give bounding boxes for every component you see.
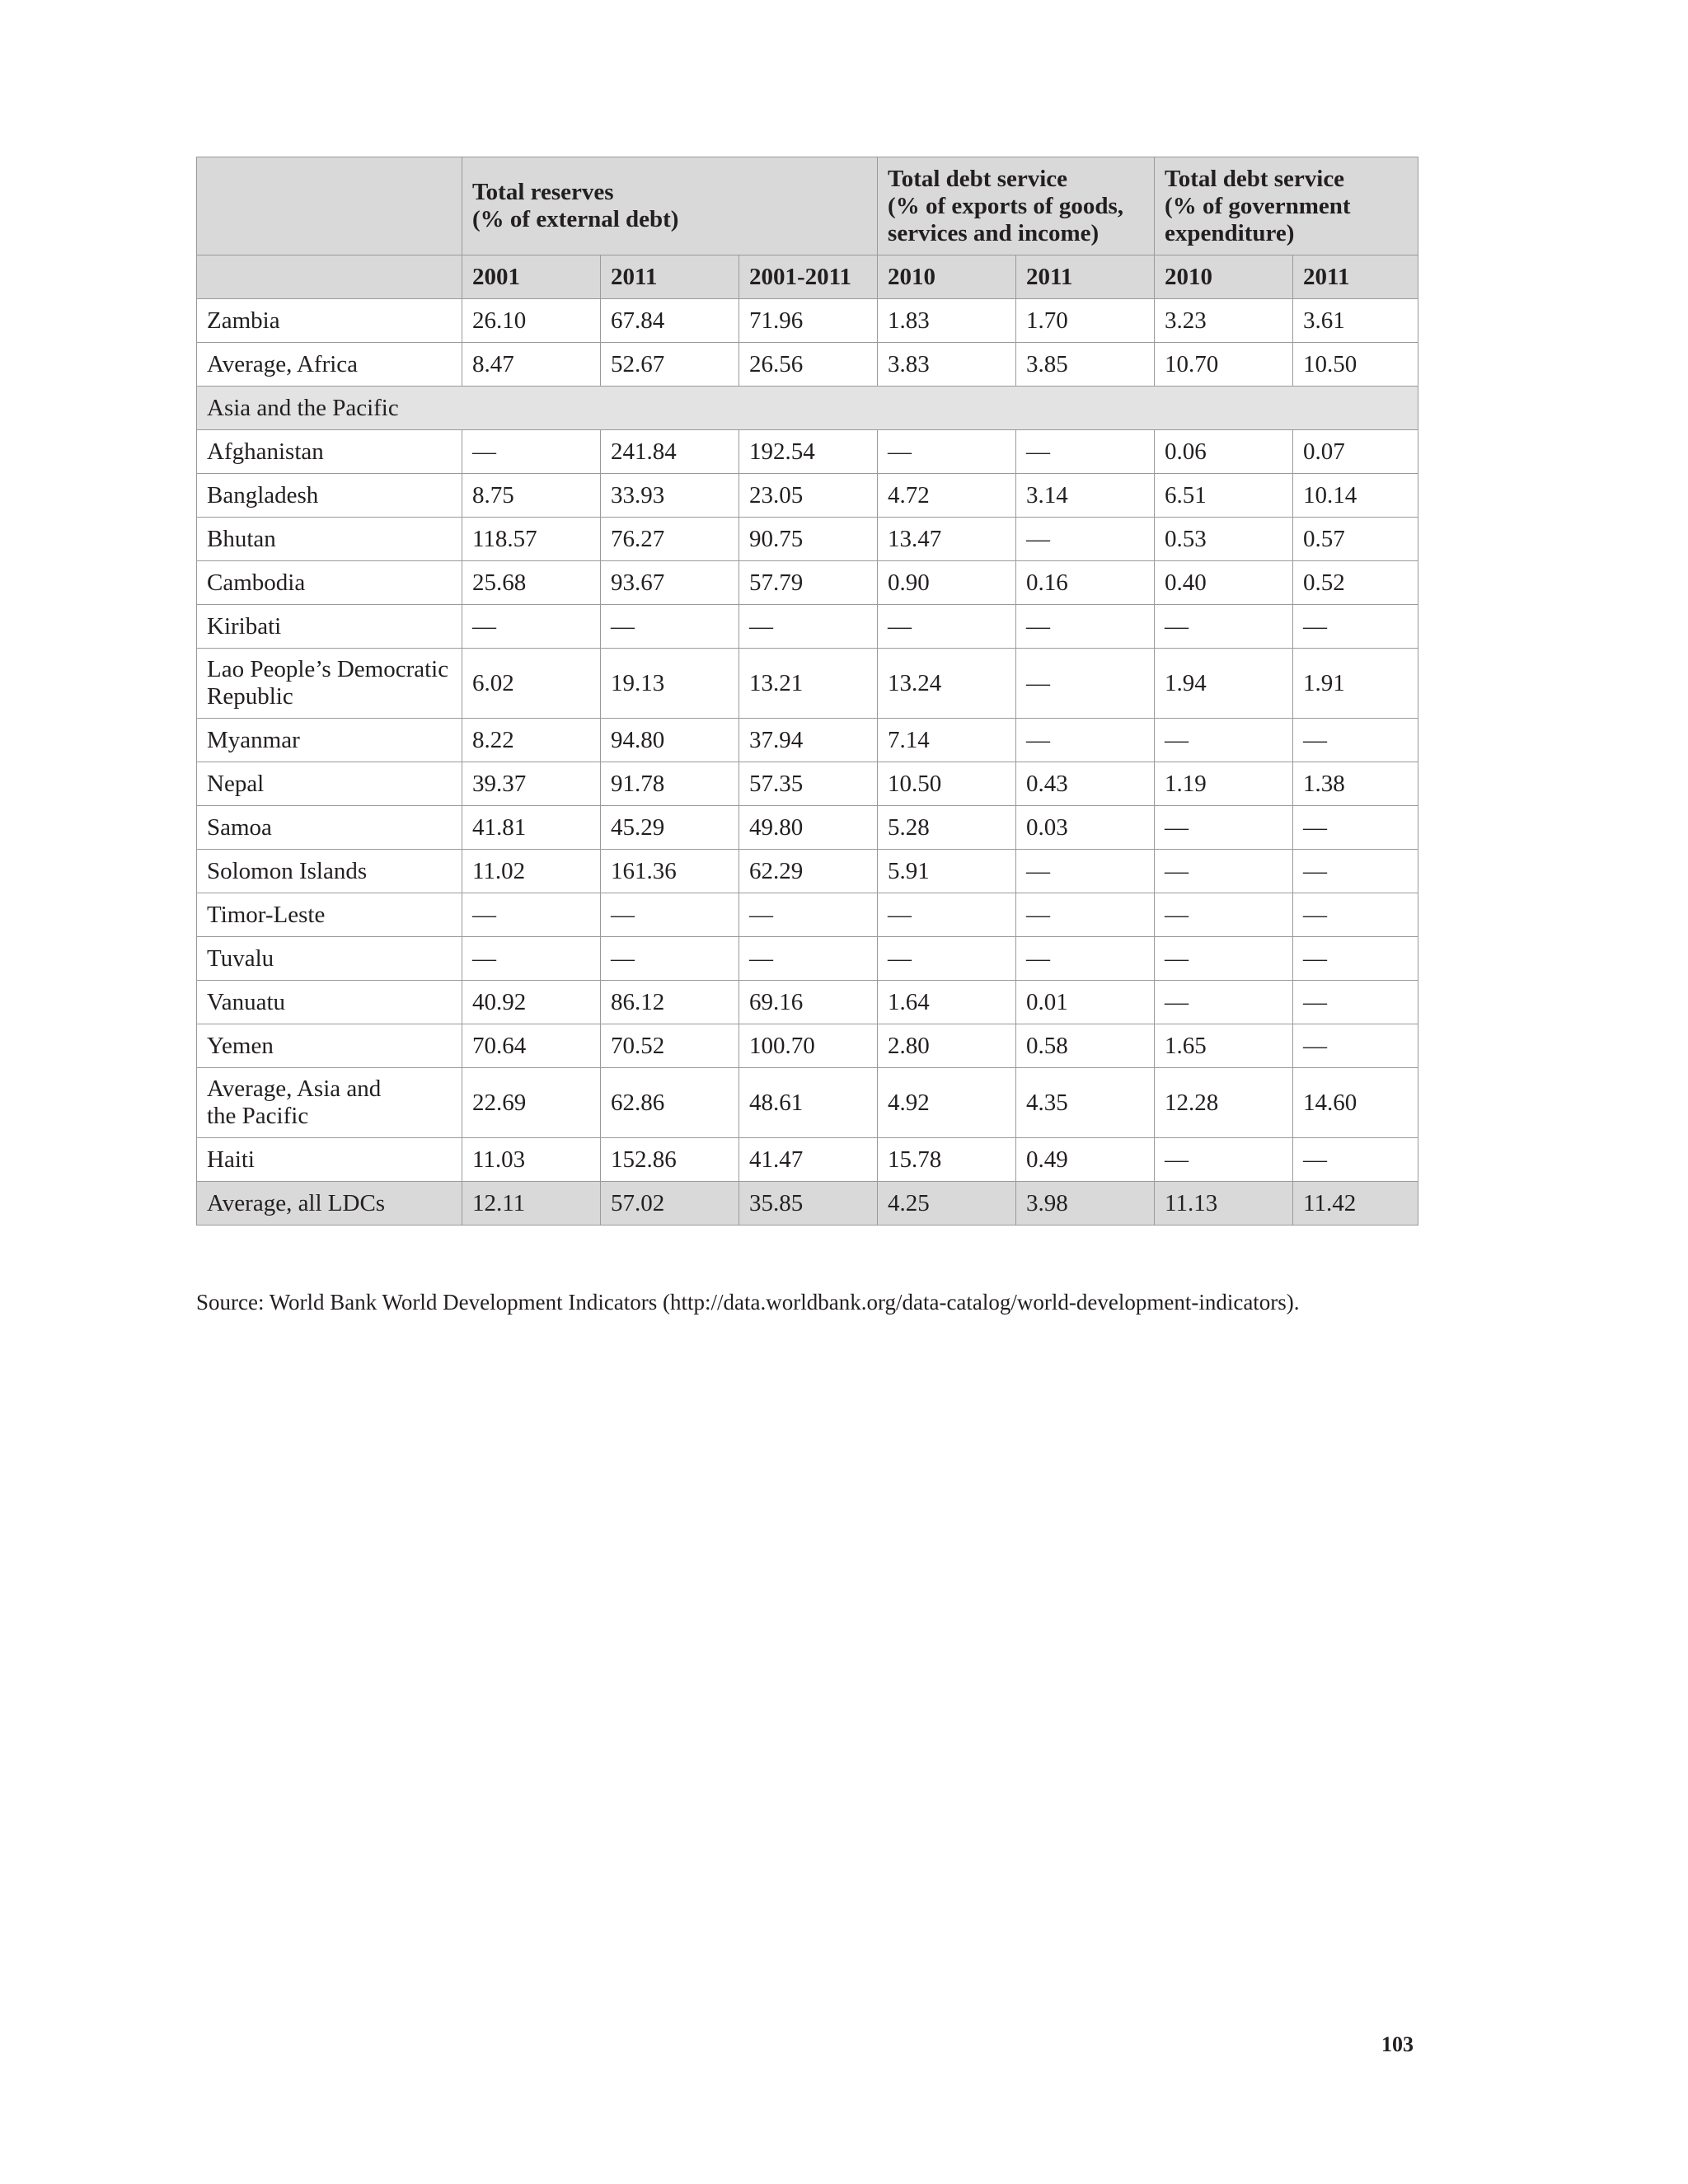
country-name: Haiti (197, 1138, 462, 1182)
table-row (197, 850, 1418, 893)
data-cell: 11.13 (1155, 1182, 1293, 1226)
data-cell: 8.22 (462, 719, 601, 762)
data-cell: — (1016, 605, 1155, 649)
country-name: Nepal (197, 762, 462, 806)
data-cell: 0.57 (1293, 518, 1418, 561)
table-row (197, 806, 1418, 850)
data-cell: 4.72 (878, 474, 1016, 518)
data-cell: 241.84 (601, 430, 739, 474)
data-cell: 26.56 (739, 343, 878, 387)
data-cell: 12.11 (462, 1182, 601, 1226)
data-cell: 1.19 (1155, 762, 1293, 806)
data-cell: 6.51 (1155, 474, 1293, 518)
data-cell: — (601, 605, 739, 649)
country-name: Bhutan (197, 518, 462, 561)
data-cell: — (1293, 719, 1418, 762)
table-row (197, 893, 1418, 937)
data-cell: — (1293, 937, 1418, 981)
data-cell: 11.02 (462, 850, 601, 893)
data-cell: 71.96 (739, 299, 878, 343)
year-header: 2010 (1155, 255, 1293, 299)
data-cell: — (601, 893, 739, 937)
source-note: Source: World Bank World Development Indicators (http://data.worldbank.org/data-catalog/world-development-indicators). (196, 1290, 1300, 1315)
table-row (197, 719, 1418, 762)
data-cell: 11.03 (462, 1138, 601, 1182)
data-cell: 26.10 (462, 299, 601, 343)
section-title: Asia and the Pacific (197, 387, 1418, 430)
table-row (197, 981, 1418, 1024)
data-cell: — (1293, 605, 1418, 649)
data-cell: 0.40 (1155, 561, 1293, 605)
data-cell: — (1016, 430, 1155, 474)
data-cell: 10.50 (878, 762, 1016, 806)
page-number: 103 (1381, 2032, 1414, 2056)
data-cell: — (1155, 937, 1293, 981)
table-row (197, 1138, 1418, 1182)
data-cell: 4.25 (878, 1182, 1016, 1226)
data-cell: 4.92 (878, 1068, 1016, 1138)
data-cell: 0.58 (1016, 1024, 1155, 1068)
data-cell: 14.60 (1293, 1068, 1418, 1138)
data-cell: 33.93 (601, 474, 739, 518)
data-cell: 8.75 (462, 474, 601, 518)
data-cell: 41.81 (462, 806, 601, 850)
data-cell: 41.47 (739, 1138, 878, 1182)
data-cell: 1.70 (1016, 299, 1155, 343)
group-header-line: Total debt service (1165, 165, 1345, 192)
country-name: Myanmar (197, 719, 462, 762)
country-name: Yemen (197, 1024, 462, 1068)
data-cell: 62.29 (739, 850, 878, 893)
data-cell: 3.98 (1016, 1182, 1155, 1226)
data-cell: — (878, 430, 1016, 474)
data-table (196, 157, 1418, 1226)
table-row (197, 518, 1418, 561)
section-row (197, 387, 1418, 430)
data-cell: 35.85 (739, 1182, 878, 1226)
data-cell: 8.47 (462, 343, 601, 387)
data-cell: — (1293, 893, 1418, 937)
country-name-line: Lao People’s Democratic (207, 656, 449, 682)
data-cell: 12.28 (1155, 1068, 1293, 1138)
data-cell: 25.68 (462, 561, 601, 605)
data-cell: 1.83 (878, 299, 1016, 343)
country-name: Average, Africa (197, 343, 462, 387)
data-cell: 3.23 (1155, 299, 1293, 343)
data-cell: 57.02 (601, 1182, 739, 1226)
table-row (197, 762, 1418, 806)
country-name: Cambodia (197, 561, 462, 605)
data-cell: 0.16 (1016, 561, 1155, 605)
data-cell: — (1293, 981, 1418, 1024)
total-row (197, 1182, 1418, 1226)
data-cell: 40.92 (462, 981, 601, 1024)
data-cell: 45.29 (601, 806, 739, 850)
data-cell: — (878, 605, 1016, 649)
group-header-line: Total debt service (888, 165, 1068, 192)
group-header-debt-govt (1155, 157, 1418, 255)
data-cell: — (739, 605, 878, 649)
table-row (197, 430, 1418, 474)
table-row (197, 937, 1418, 981)
data-cell: 0.03 (1016, 806, 1155, 850)
country-name: Samoa (197, 806, 462, 850)
data-cell: 1.38 (1293, 762, 1418, 806)
group-header-line: services and income) (888, 219, 1100, 246)
table-row (197, 1024, 1418, 1068)
data-cell: 4.35 (1016, 1068, 1155, 1138)
country-name: Tuvalu (197, 937, 462, 981)
table-row (197, 299, 1418, 343)
year-header: 2011 (1293, 255, 1418, 299)
country-name (197, 649, 462, 719)
group-header-total-reserves (462, 157, 878, 255)
data-cell: — (1016, 518, 1155, 561)
data-cell: — (1155, 893, 1293, 937)
data-cell: — (1293, 806, 1418, 850)
data-cell: 62.86 (601, 1068, 739, 1138)
data-cell: 10.50 (1293, 343, 1418, 387)
data-cell: — (1155, 806, 1293, 850)
data-cell: 3.83 (878, 343, 1016, 387)
data-cell: — (1016, 719, 1155, 762)
data-cell: 13.24 (878, 649, 1016, 719)
data-cell: 70.64 (462, 1024, 601, 1068)
average-row (197, 343, 1418, 387)
data-cell: 70.52 (601, 1024, 739, 1068)
country-name: Kiribati (197, 605, 462, 649)
data-cell: 1.94 (1155, 649, 1293, 719)
table-row (197, 649, 1418, 719)
data-cell: — (1016, 893, 1155, 937)
data-cell: — (462, 605, 601, 649)
data-cell: — (1155, 850, 1293, 893)
group-header-line: (% of government (1165, 192, 1351, 219)
data-cell: — (1155, 981, 1293, 1024)
data-cell: 5.28 (878, 806, 1016, 850)
group-header-row (197, 157, 1418, 255)
data-cell: 93.67 (601, 561, 739, 605)
data-cell: 90.75 (739, 518, 878, 561)
country-name-line: Republic (207, 683, 293, 710)
data-cell: 0.90 (878, 561, 1016, 605)
group-header-line: Total reserves (472, 179, 614, 205)
data-cell: — (1016, 850, 1155, 893)
year-header-row (197, 255, 1418, 299)
data-cell: 0.01 (1016, 981, 1155, 1024)
country-name: Bangladesh (197, 474, 462, 518)
data-cell: 3.14 (1016, 474, 1155, 518)
data-cell: 39.37 (462, 762, 601, 806)
country-name: Solomon Islands (197, 850, 462, 893)
data-cell: 23.05 (739, 474, 878, 518)
data-cell: 0.49 (1016, 1138, 1155, 1182)
data-cell: 6.02 (462, 649, 601, 719)
year-header: 2011 (1016, 255, 1155, 299)
data-cell: 0.06 (1155, 430, 1293, 474)
data-cell: 11.42 (1293, 1182, 1418, 1226)
data-cell: 57.79 (739, 561, 878, 605)
data-cell: 48.61 (739, 1068, 878, 1138)
data-cell: 22.69 (462, 1068, 601, 1138)
data-cell: 52.67 (601, 343, 739, 387)
year-header: 2001-2011 (739, 255, 878, 299)
data-cell: — (1293, 1138, 1418, 1182)
country-name-line: the Pacific (207, 1103, 309, 1129)
data-cell: 5.91 (878, 850, 1016, 893)
country-name: Vanuatu (197, 981, 462, 1024)
data-cell: — (1155, 1138, 1293, 1182)
country-name: Afghanistan (197, 430, 462, 474)
data-cell: — (1016, 649, 1155, 719)
data-cell: — (1293, 1024, 1418, 1068)
group-header-line: (% of exports of goods, (888, 192, 1123, 219)
table-row (197, 605, 1418, 649)
data-cell: — (878, 937, 1016, 981)
data-cell: — (1155, 719, 1293, 762)
data-cell: 69.16 (739, 981, 878, 1024)
data-cell: 86.12 (601, 981, 739, 1024)
group-header-line: (% of external debt) (472, 206, 679, 232)
data-cell: 1.91 (1293, 649, 1418, 719)
data-cell: 2.80 (878, 1024, 1016, 1068)
data-cell: 152.86 (601, 1138, 739, 1182)
year-header: 2001 (462, 255, 601, 299)
data-cell: 49.80 (739, 806, 878, 850)
data-cell: 37.94 (739, 719, 878, 762)
data-cell: — (1293, 850, 1418, 893)
data-cell: 0.43 (1016, 762, 1155, 806)
data-cell: 161.36 (601, 850, 739, 893)
data-cell: 13.47 (878, 518, 1016, 561)
data-cell: 0.53 (1155, 518, 1293, 561)
data-cell: — (462, 937, 601, 981)
country-name-line: Average, Asia and (207, 1076, 382, 1102)
group-header-line: expenditure) (1165, 219, 1295, 246)
data-cell: — (462, 893, 601, 937)
data-cell: 10.14 (1293, 474, 1418, 518)
data-cell: 76.27 (601, 518, 739, 561)
data-cell: 57.35 (739, 762, 878, 806)
data-cell: — (462, 430, 601, 474)
data-cell: 91.78 (601, 762, 739, 806)
corner-cell (197, 255, 462, 299)
data-cell: 3.85 (1016, 343, 1155, 387)
data-cell: 10.70 (1155, 343, 1293, 387)
data-cell: — (739, 893, 878, 937)
data-cell: 7.14 (878, 719, 1016, 762)
table-row (197, 561, 1418, 605)
data-cell: 1.65 (1155, 1024, 1293, 1068)
data-cell: 3.61 (1293, 299, 1418, 343)
data-cell: 0.07 (1293, 430, 1418, 474)
data-cell: — (739, 937, 878, 981)
data-cell: 67.84 (601, 299, 739, 343)
country-name: Zambia (197, 299, 462, 343)
data-cell: 118.57 (462, 518, 601, 561)
data-cell: — (1016, 937, 1155, 981)
data-cell: 192.54 (739, 430, 878, 474)
data-cell: 1.64 (878, 981, 1016, 1024)
data-cell: 15.78 (878, 1138, 1016, 1182)
corner-cell (197, 157, 462, 255)
country-name (197, 1068, 462, 1138)
table-row (197, 474, 1418, 518)
data-cell: — (1155, 605, 1293, 649)
data-cell: — (878, 893, 1016, 937)
data-cell: 0.52 (1293, 561, 1418, 605)
year-header: 2010 (878, 255, 1016, 299)
data-cell: 19.13 (601, 649, 739, 719)
average-row (197, 1068, 1418, 1138)
year-header: 2011 (601, 255, 739, 299)
data-cell: 100.70 (739, 1024, 878, 1068)
country-name: Average, all LDCs (197, 1182, 462, 1226)
group-header-debt-exports (878, 157, 1155, 255)
country-name: Timor-Leste (197, 893, 462, 937)
data-cell: — (601, 937, 739, 981)
data-cell: 13.21 (739, 649, 878, 719)
data-cell: 94.80 (601, 719, 739, 762)
